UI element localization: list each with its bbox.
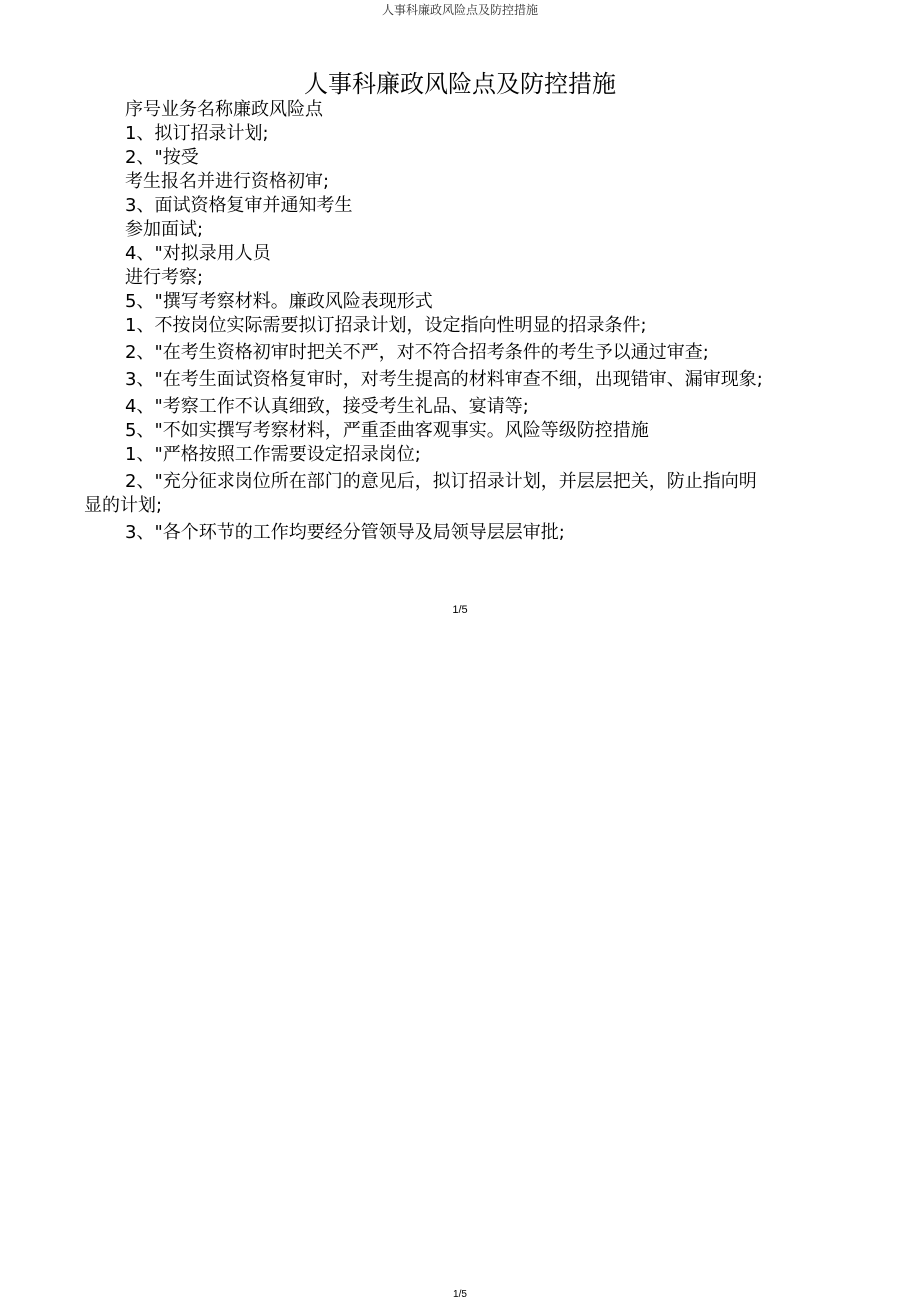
body-line: 3、面试资格复审并通知考生	[125, 195, 353, 216]
body-line: 参加面试;	[125, 219, 204, 240]
body-line: 3、"各个环节的工作均要经分管领导及局领导层层审批;	[125, 522, 565, 543]
body-line: 2、"在考生资格初审时把关不严，对不符合招考条件的考生予以通过审查;	[125, 342, 709, 363]
body-line: 考生报名并进行资格初审;	[125, 171, 330, 192]
body-line: 1、"严格按照工作需要设定招录岗位;	[125, 444, 421, 465]
page-title: 人事科廉政风险点及防控措施	[304, 70, 616, 98]
document-body	[84, 98, 774, 545]
body-line: 2、"按受	[125, 147, 199, 168]
body-line: 4、"对拟录用人员	[125, 243, 271, 264]
page-number-footer: 1/5	[453, 1289, 467, 1300]
body-line: 2、"充分征求岗位所在部门的意见后，拟订招录计划，并层层把关，防止指向明显的计划;	[84, 471, 757, 516]
body-line: 1、不按岗位实际需要拟订招录计划，设定指向性明显的招录条件;	[125, 315, 647, 336]
body-line: 序号业务名称廉政风险点	[125, 99, 323, 120]
page-number: 1/5	[452, 604, 468, 616]
body-line: 5、"不如实撰写考察材料，严重歪曲客观事实。风险等级防控措施	[125, 420, 649, 441]
body-line: 5、"撰写考察材料。廉政风险表现形式	[125, 291, 433, 312]
running-header: 人事科廉政风险点及防控措施	[381, 3, 538, 17]
body-line: 1、拟订招录计划;	[125, 123, 269, 144]
body-line: 3、"在考生面试资格复审时，对考生提高的材料审查不细，出现错审、漏审现象;	[125, 369, 763, 390]
body-line: 4、"考察工作不认真细致，接受考生礼品、宴请等;	[125, 396, 529, 417]
body-line: 进行考察;	[125, 267, 204, 288]
